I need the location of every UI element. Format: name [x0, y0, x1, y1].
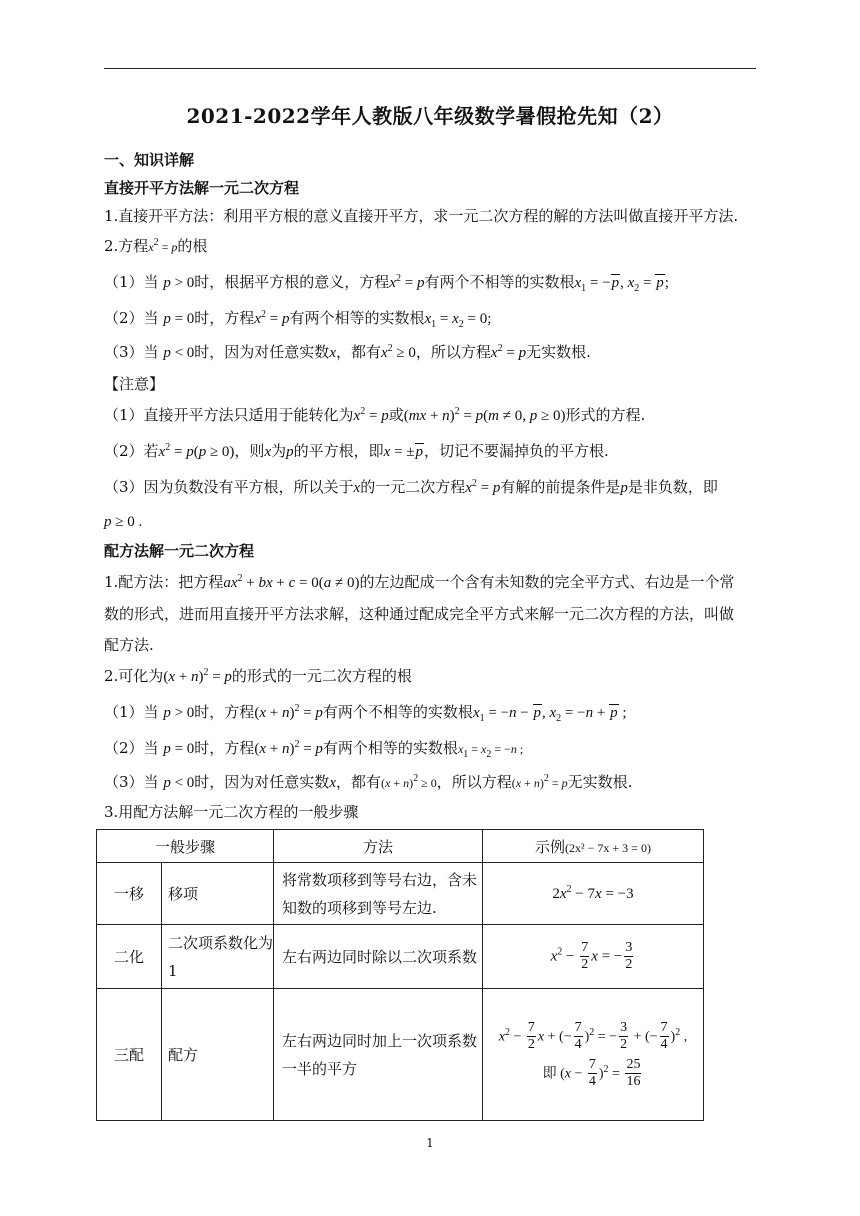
page-number: 1	[426, 1136, 434, 1150]
header-method: 方法	[274, 830, 483, 863]
note-1: （1）直接开平方法只适用于能转化为$x^2 = p$或(mx + n)$^2$ = p(m ≠ 0, p ≥ 0)形式的方程.	[104, 406, 646, 424]
table-header-row	[97, 830, 704, 863]
paragraph-roots-heading: 2.方程$x^2 = p$的根	[104, 237, 208, 255]
step-name: 二次项系数化为1	[162, 925, 274, 989]
paragraph-definition: 1.直接开平方法：利用平方根的意义直接开平方，求一元二次方程的解的方法叫做直接开平方法.	[104, 207, 739, 225]
form-case-2: （2）当 p = 0时，方程$(x + n)^2 = p$有两个相等的实数根$x_1 = x_2 = -n$ ;	[104, 739, 524, 760]
paragraph-completing-square-3: 配方法.	[104, 636, 154, 654]
header-example: 示例(2x² − 7x + 3 = 0)	[483, 830, 704, 863]
table-row	[97, 989, 704, 1121]
table-row	[97, 925, 704, 989]
subsection-heading-direct: 直接开平方法解一元二次方程	[104, 179, 300, 197]
paragraph-completing-square-2: 数的形式，进而用直接开平方法求解，这种通过配成完全平方式来解一元二次方程的方法，叫做	[104, 605, 735, 623]
case-3: （3）当 p < 0时，因为对任意实数x，都有$x^2 \ge 0$，所以方程$x^2 = p$无实数根.	[104, 343, 591, 361]
step-example: $x^2$ − $\frac{7}{2}$ x + (− $\frac{7}{4}$ )$^2$ = − $\frac{3}{2}$ + (− $\frac{7}{4}$ )$^2$ , 即 (x − $\frac{7}{4}$ )$^2$ = $\frac{25}{16}$	[483, 989, 704, 1121]
step-method: 左右两边同时除以二次项系数	[274, 925, 483, 989]
paragraph-steps-heading: 3.用配方法解一元二次方程的一般步骤	[104, 803, 359, 821]
paragraph-completing-square-1: 1.配方法：把方程$ax^2$ + bx + c = 0(a ≠ 0)的左边配成一个含有未知数的完全平方式、右边是一个常	[104, 573, 735, 591]
form-case-1: （1）当 p > 0时，方程$(x + n)^2 = p$有两个不相等的实数根$x_1 = -n - p$, $x_2 = -n + p$ ;	[104, 703, 627, 724]
step-example: $x^2$ − $\frac{7}{2}$ x = − $\frac{3}{2}$	[483, 925, 704, 989]
step-method: 将常数项移到等号右边，含未知数的项移到等号左边.	[274, 863, 483, 925]
note-3: （3）因为负数没有平方根，所以关于x的一元二次方程$x^2 = p$有解的前提条件是p是非负数，即	[104, 478, 718, 496]
case-2: （2）当 p = 0时，方程$x^2 = p$有两个相等的实数根$x_1 = x_2 = 0$;	[104, 309, 492, 330]
table-row	[97, 863, 704, 925]
note-heading: 【注意】	[104, 375, 165, 393]
subsection-heading-completing-square: 配方法解一元二次方程	[104, 542, 255, 560]
step-label: 一移	[97, 863, 162, 925]
steps-table	[96, 829, 704, 1121]
step-example: $2x^2 - 7x = -3$	[483, 863, 704, 925]
header-rule	[104, 68, 756, 69]
step-name: 移项	[162, 863, 274, 925]
step-name: 配方	[162, 989, 274, 1121]
header-steps: 一般步骤	[97, 830, 274, 863]
note-3-continued: p ≥ 0 .	[104, 514, 143, 530]
case-1: （1）当 p > 0时，根据平方根的意义，方程$x^2 = p$有两个不相等的实数根$x_1 = -p$, $x_2 = p$;	[104, 273, 669, 294]
step-label: 二化	[97, 925, 162, 989]
section-heading: 一、知识详解	[104, 151, 195, 169]
step-method: 左右两边同时加上一次项系数一半的平方	[274, 989, 483, 1121]
step-label: 三配	[97, 989, 162, 1121]
form-case-3: （3）当 p < 0时，因为对任意实数x，都有$(x + n)^2 \ge 0$，所以方程$(x + n)^2 = p$无实数根.	[104, 773, 633, 791]
paragraph-form-heading: 2.可化为$(x + n)^2 = p$的形式的一元二次方程的根	[104, 667, 412, 685]
page-title: 2021-2022学年人教版八年级数学暑假抢先知（2）	[186, 104, 674, 128]
note-2: （2）若$x^2 = p(p \ge 0)$，则x为p的平方根，即x = ±p，切记不要漏掉负的平方根.	[104, 442, 609, 460]
